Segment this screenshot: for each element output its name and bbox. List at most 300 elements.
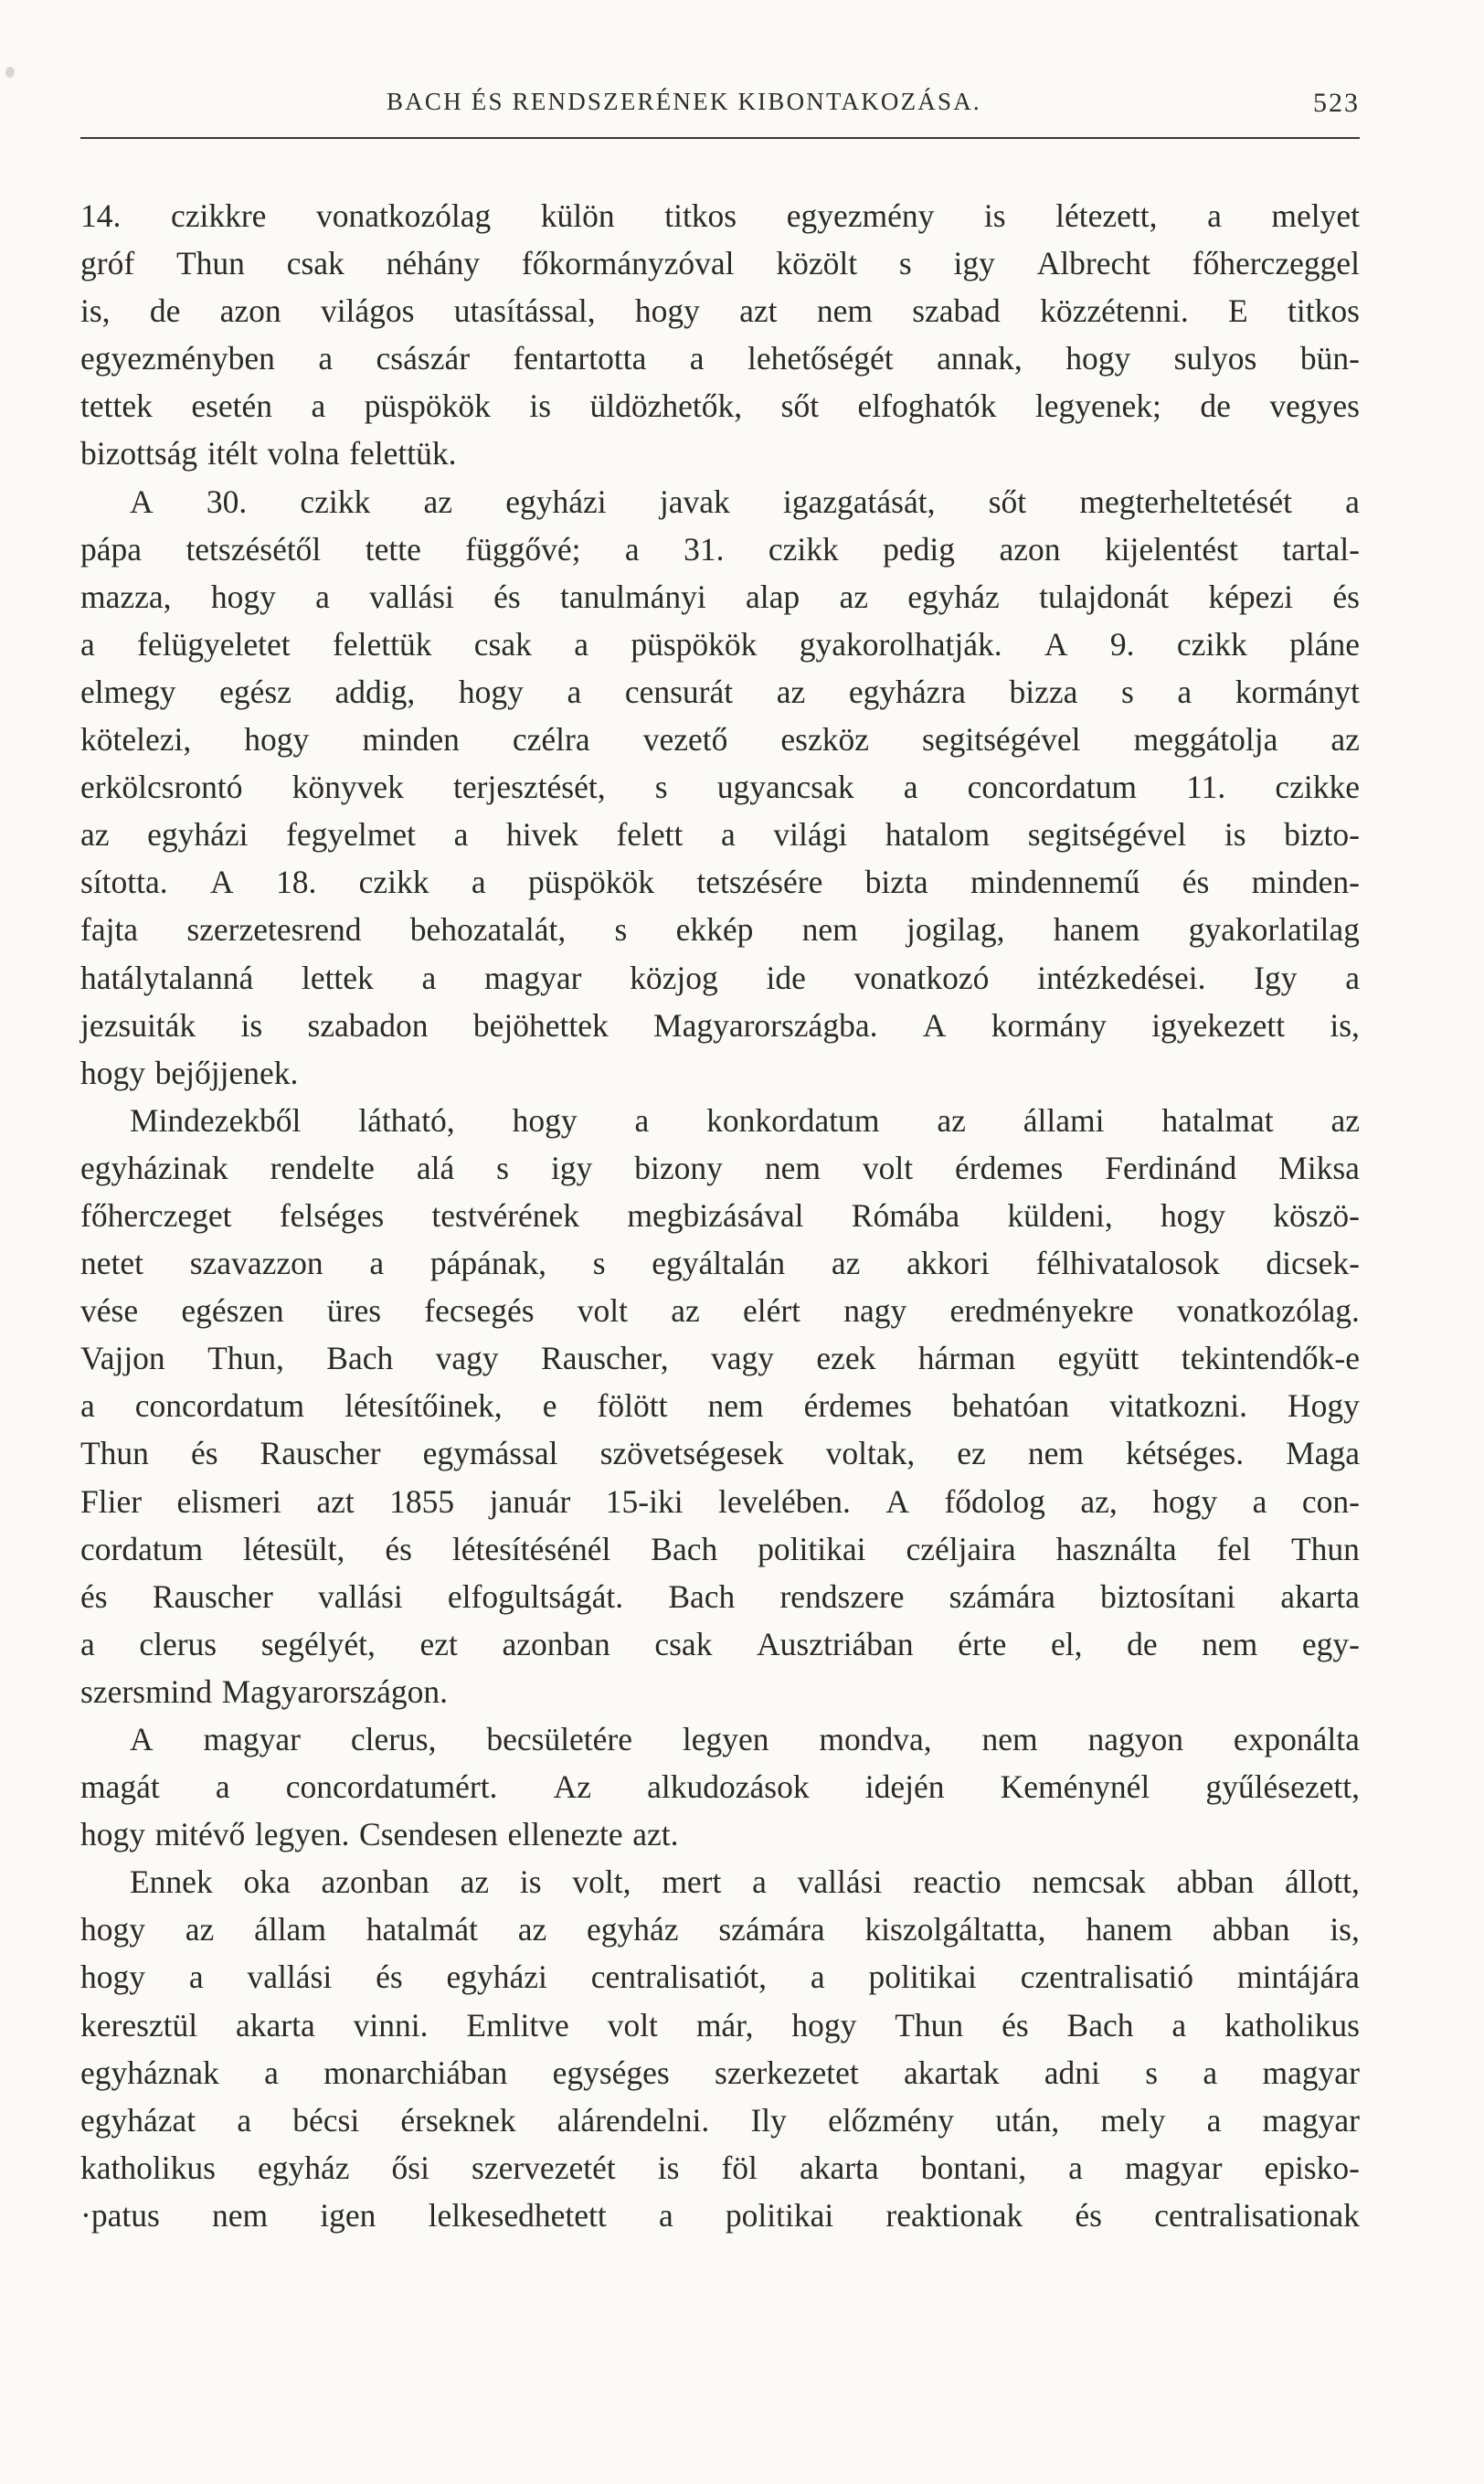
- word: fentartotta: [513, 340, 647, 377]
- word: itélt: [207, 435, 259, 472]
- word: keresztül: [80, 2006, 198, 2043]
- word: gróf: [80, 245, 135, 282]
- word: könyvek: [292, 769, 404, 806]
- word: Bach: [651, 1530, 718, 1567]
- word: Rauscher: [260, 1435, 381, 1472]
- word: létesítőinek,: [344, 1387, 503, 1425]
- text-line: [80, 1715, 1360, 1763]
- word: abban: [1212, 1911, 1290, 1948]
- word: fődolog: [944, 1482, 1045, 1520]
- word: titkos: [1287, 292, 1360, 330]
- page-number: 523: [1313, 88, 1360, 118]
- word: Maga: [1286, 1435, 1360, 1472]
- word: tette: [365, 530, 421, 568]
- word: az: [517, 1911, 547, 1948]
- word: egyház: [907, 578, 1000, 615]
- word: sulyos: [1173, 340, 1257, 377]
- word: felettük: [333, 625, 432, 663]
- word: mondva,: [819, 1721, 932, 1757]
- word: ekkép: [675, 911, 754, 949]
- text-line: [80, 1097, 1360, 1144]
- text-line: [80, 1002, 1360, 1049]
- word: hogy: [1065, 340, 1131, 377]
- word: Magyarországba.: [653, 1006, 878, 1044]
- word: tartal-: [1282, 530, 1360, 568]
- word: elfoghatók: [857, 387, 997, 425]
- word: hogy: [80, 1959, 145, 1996]
- text-line: [80, 287, 1360, 334]
- word: concordatum: [967, 769, 1137, 806]
- word: bizony: [634, 1149, 723, 1186]
- word: vonatkozó: [853, 959, 990, 996]
- text-line: [80, 430, 1360, 477]
- word: reactio: [913, 1863, 1002, 1901]
- word: bejöhettek: [472, 1006, 609, 1044]
- word: megbizásával: [627, 1196, 804, 1234]
- text-line: [80, 1620, 1360, 1668]
- word: de: [1200, 387, 1231, 425]
- word: ide: [766, 959, 806, 996]
- word: A: [130, 1721, 154, 1757]
- word: az: [671, 1292, 700, 1330]
- word: közzétenni.: [1040, 292, 1189, 330]
- word: czélra: [512, 721, 590, 759]
- word: a: [903, 769, 918, 806]
- word: episko-: [1264, 2149, 1360, 2186]
- word: s: [614, 911, 628, 949]
- text-line: [80, 621, 1360, 668]
- word: néhány: [386, 245, 481, 282]
- word: a: [1345, 483, 1360, 520]
- word: ellenezte: [507, 1816, 623, 1853]
- word: a: [1345, 959, 1360, 996]
- word: Thun,: [207, 1340, 284, 1377]
- word: Hogy: [1287, 1387, 1360, 1425]
- word: is,: [1330, 1006, 1360, 1044]
- word: nem: [1202, 1625, 1258, 1662]
- word: Az: [553, 1768, 591, 1806]
- word: fel: [1216, 1530, 1252, 1567]
- word: esetén: [191, 387, 273, 425]
- word: czikke: [1275, 769, 1360, 806]
- word: mely: [1100, 2101, 1166, 2139]
- word: a: [453, 816, 469, 854]
- word: felettük.: [349, 435, 457, 472]
- word: 14.: [80, 197, 122, 234]
- word: hatalmat: [1161, 1101, 1274, 1139]
- word: monarchiában: [323, 2054, 508, 2091]
- word: egymással: [422, 1435, 558, 1472]
- word: állami: [1023, 1101, 1105, 1139]
- word: dicsek-: [1266, 1245, 1360, 1282]
- word: a: [1206, 2101, 1222, 2139]
- word: hogy: [244, 721, 310, 759]
- word: tulajdonát: [1039, 578, 1170, 615]
- word: az: [460, 1863, 490, 1901]
- word: állam: [254, 1911, 326, 1948]
- word: vallási: [797, 1863, 883, 1901]
- word: az: [185, 1911, 215, 1948]
- word: egyházi: [446, 1959, 547, 1996]
- text-line: [80, 1478, 1360, 1525]
- word: Bach: [326, 1340, 394, 1377]
- word: politikai: [725, 2196, 834, 2234]
- word: mazza,: [80, 578, 172, 615]
- text-line: [80, 334, 1360, 382]
- word: sította.: [80, 864, 168, 901]
- word: 9.: [1109, 625, 1135, 663]
- word: akarta: [1280, 1577, 1360, 1615]
- word: lelkesedhetett: [428, 2196, 607, 2234]
- word: Thun: [80, 1435, 149, 1472]
- text-line: [80, 1810, 1360, 1858]
- text-line: [80, 1573, 1360, 1620]
- word: utasítással,: [453, 292, 596, 330]
- word: igen: [320, 2196, 376, 2234]
- text-line: [80, 1287, 1360, 1334]
- word: Ausztriában: [757, 1625, 914, 1662]
- word: gyűlésezett,: [1205, 1768, 1360, 1806]
- word: pedig: [883, 530, 956, 568]
- word: egyházra: [848, 673, 966, 710]
- word: czikk: [768, 530, 839, 568]
- word: hogy: [1152, 1482, 1218, 1520]
- word: az: [1330, 721, 1360, 759]
- word: czikk: [1176, 625, 1247, 663]
- word: az: [831, 1245, 861, 1282]
- word: katholikus: [1224, 2006, 1360, 2043]
- word: a: [1177, 673, 1192, 710]
- text-line: [80, 1905, 1360, 1953]
- word: volt: [607, 2006, 658, 2043]
- word: bécsi: [292, 2101, 360, 2139]
- word: 31.: [684, 530, 725, 568]
- text-line: [80, 668, 1360, 716]
- word: a: [264, 2054, 279, 2091]
- word: s: [592, 1245, 606, 1282]
- word: azt.: [632, 1816, 679, 1853]
- word: elért: [742, 1292, 801, 1330]
- word: külön: [540, 197, 615, 234]
- word: addig,: [334, 673, 416, 710]
- word: és: [376, 1959, 403, 1996]
- word: főherczeget: [80, 1196, 232, 1234]
- word: azonban: [321, 1863, 429, 1901]
- word: császár: [376, 340, 471, 377]
- word: csak: [286, 245, 344, 282]
- word: a: [80, 1625, 95, 1662]
- word: hogy: [1160, 1196, 1225, 1234]
- text-line: [80, 2144, 1360, 2192]
- word: nem: [764, 1149, 821, 1186]
- text-line: [80, 1144, 1360, 1192]
- text-line: [80, 382, 1360, 430]
- word: nagyon: [1087, 1721, 1184, 1757]
- word: csak: [654, 1625, 713, 1662]
- word: vonatkozólag: [315, 197, 492, 234]
- word: az: [80, 816, 110, 854]
- word: fajta: [80, 911, 139, 949]
- word: egy-: [1301, 1625, 1360, 1662]
- word: egyházat: [80, 2101, 196, 2139]
- word: és: [1332, 578, 1360, 615]
- word: akarta: [799, 2149, 879, 2186]
- word: püspökök: [527, 864, 655, 901]
- word: egyáltalán: [652, 1245, 786, 1282]
- word: segitségével: [1027, 816, 1187, 854]
- word: szabad: [912, 292, 1001, 330]
- word: Vajjon: [80, 1340, 165, 1377]
- word: ősi: [391, 2149, 429, 2186]
- word: bizto-: [1284, 816, 1360, 854]
- word: segitségével: [922, 721, 1081, 759]
- word: el,: [1050, 1625, 1083, 1662]
- text-line: [80, 811, 1360, 858]
- word: minden-: [1251, 864, 1360, 901]
- word: czikk: [300, 483, 371, 520]
- word: a: [1068, 2149, 1083, 2186]
- word: Thun: [895, 2006, 964, 2043]
- word: fölött: [597, 1387, 668, 1425]
- word: püspökök: [631, 625, 758, 663]
- word: a: [574, 625, 588, 663]
- word: rendelte: [270, 1149, 375, 1186]
- word: függővé;: [465, 530, 581, 568]
- word: a: [658, 2196, 673, 2234]
- word: szervezetét: [472, 2149, 616, 2186]
- word: a: [237, 2101, 252, 2139]
- word: fegyelmet: [286, 816, 417, 854]
- word: világos: [320, 292, 415, 330]
- word: közjog: [630, 959, 718, 996]
- word: alárendelni.: [556, 2101, 710, 2139]
- word: nagy: [843, 1292, 907, 1330]
- word: egyezmény: [786, 197, 935, 234]
- word: a: [188, 1959, 204, 1996]
- word: vése: [80, 1292, 139, 1330]
- word: hogy: [80, 1054, 145, 1091]
- text-line: [80, 2001, 1360, 2049]
- word: az: [423, 483, 453, 520]
- word: kormányt: [1235, 673, 1360, 710]
- word: oka: [243, 1863, 291, 1901]
- text-line: [80, 954, 1360, 1002]
- word: pápa: [80, 530, 143, 568]
- word: s: [496, 1149, 509, 1186]
- word: politikai: [758, 1530, 866, 1567]
- word: képezi: [1208, 578, 1294, 615]
- word: A: [1044, 625, 1068, 663]
- word: egyházinak: [80, 1149, 228, 1186]
- word: eredményekre: [949, 1292, 1134, 1330]
- word: nem: [816, 292, 873, 330]
- word: sőt: [780, 387, 820, 425]
- word: testvérének: [431, 1196, 580, 1234]
- word: egyház: [257, 2149, 350, 2186]
- word: egyházi: [147, 816, 249, 854]
- word: és: [493, 578, 521, 615]
- word: Rauscher,: [541, 1340, 669, 1377]
- text-line: [80, 858, 1360, 906]
- word: főherczeggel: [1192, 245, 1360, 282]
- word: jezsuiták: [80, 1006, 196, 1044]
- word: Thun: [175, 245, 245, 282]
- word: mintájára: [1236, 1959, 1360, 1996]
- word: magyar: [1262, 2054, 1360, 2091]
- word: mert: [662, 1863, 722, 1901]
- word: fecsegés: [424, 1292, 535, 1330]
- text-line: [80, 1858, 1360, 1905]
- word: volt,: [572, 1863, 631, 1901]
- word: 1855: [389, 1482, 455, 1520]
- word: akarta: [236, 2006, 315, 2043]
- word: hogy: [458, 673, 524, 710]
- header-rule: [80, 137, 1360, 139]
- word: vallási: [318, 1577, 403, 1615]
- word: szabadon: [307, 1006, 429, 1044]
- text-line: [80, 192, 1360, 239]
- word: vagy: [435, 1340, 499, 1377]
- word: azonban: [502, 1625, 610, 1662]
- word: bizta: [864, 864, 928, 901]
- word: bejőjjenek.: [154, 1054, 299, 1091]
- word: is: [983, 197, 1006, 234]
- word: is: [529, 387, 552, 425]
- word: gyakorolhatják.: [799, 625, 1002, 663]
- word: elfogultságát.: [447, 1577, 624, 1615]
- text-line: [80, 1429, 1360, 1477]
- word: is: [519, 1863, 542, 1901]
- word: szövetségesek: [599, 1435, 784, 1472]
- text-line: [80, 906, 1360, 953]
- word: nem: [981, 1721, 1038, 1757]
- word: alkudozások: [647, 1768, 810, 1806]
- word: 11.: [1186, 769, 1226, 806]
- word: de: [149, 292, 181, 330]
- word: exponálta: [1233, 1721, 1360, 1757]
- word: clerus: [139, 1625, 217, 1662]
- word: lehetőségét: [747, 340, 894, 377]
- word: bizottság: [80, 435, 198, 472]
- word: 18.: [275, 864, 317, 901]
- word: azon: [999, 530, 1061, 568]
- word: igy: [550, 1149, 593, 1186]
- word: a: [634, 1101, 650, 1139]
- word: A: [922, 1006, 947, 1044]
- word: concordatumért.: [285, 1768, 498, 1806]
- body-text: [80, 192, 1360, 2239]
- word: magyar: [203, 1721, 301, 1757]
- word: vegyes: [1269, 387, 1360, 425]
- word: A: [885, 1482, 910, 1520]
- word: hogy: [80, 1911, 145, 1948]
- word: vitatkozni.: [1109, 1387, 1247, 1425]
- word: azt: [316, 1482, 355, 1520]
- word: és: [1182, 864, 1210, 901]
- text-line: [80, 478, 1360, 525]
- word: után,: [995, 2101, 1060, 2139]
- word: létesítésénél: [451, 1530, 611, 1567]
- word: volt: [577, 1292, 628, 1330]
- word: a: [311, 387, 326, 425]
- word: azon: [219, 292, 281, 330]
- word: kötelezi,: [80, 721, 192, 759]
- word: Thun: [1290, 1530, 1360, 1567]
- word: az: [1330, 1101, 1360, 1139]
- word: ugyancsak: [716, 769, 854, 806]
- word: igazgatását,: [782, 483, 936, 520]
- word: is,: [80, 292, 111, 330]
- word: legyenek;: [1034, 387, 1161, 425]
- word: felséges: [279, 1196, 385, 1234]
- word: ezek: [816, 1340, 876, 1377]
- word: annak,: [937, 340, 1023, 377]
- text-line: [80, 1525, 1360, 1573]
- text-line: [80, 1668, 1360, 1715]
- text-line: [80, 2192, 1360, 2239]
- word: Igy: [1254, 959, 1298, 996]
- word: és: [385, 1530, 412, 1567]
- word: látható,: [358, 1101, 455, 1139]
- word: felügyeletet: [137, 625, 291, 663]
- word: tanulmányi: [560, 578, 706, 615]
- word: adni: [1044, 2054, 1100, 2091]
- text-line: [80, 1049, 1360, 1097]
- word: főkormányzóval: [521, 245, 735, 282]
- word: nem: [801, 911, 858, 949]
- word: A: [209, 864, 234, 901]
- word: pápának,: [429, 1245, 546, 1282]
- word: hogy: [634, 292, 700, 330]
- word: is: [657, 2149, 680, 2186]
- word: titkos: [664, 197, 737, 234]
- word: alap: [746, 578, 800, 615]
- word: Ily: [750, 2101, 787, 2139]
- word: előzmény: [828, 2101, 955, 2139]
- word: meggátolja: [1133, 721, 1278, 759]
- word: egyháznak: [80, 2054, 219, 2091]
- word: hatálytalanná: [80, 959, 254, 996]
- word: sőt: [988, 483, 1027, 520]
- word: a: [567, 673, 582, 710]
- word: a: [1207, 197, 1222, 234]
- word: terjesztését,: [453, 769, 606, 806]
- word: a: [752, 1863, 767, 1901]
- word: mitévő: [154, 1816, 246, 1853]
- word: egészen: [181, 1292, 284, 1330]
- word: magyar: [1262, 2101, 1360, 2139]
- word: s: [654, 769, 668, 806]
- word: behatóan: [951, 1387, 1070, 1425]
- word: a: [1203, 2054, 1218, 2091]
- word: vagy: [710, 1340, 774, 1377]
- word: a: [80, 625, 95, 663]
- word: jogilag,: [906, 911, 1005, 949]
- word: egyezményben: [80, 340, 275, 377]
- word: küldeni,: [1007, 1196, 1113, 1234]
- word: Miksa: [1278, 1149, 1360, 1186]
- text-line: [80, 1953, 1360, 2001]
- word: egyházi: [505, 483, 607, 520]
- word: Csendesen: [359, 1816, 498, 1853]
- word: és: [190, 1435, 218, 1472]
- word: Emlitve: [466, 2006, 569, 2043]
- word: vonatkozólag.: [1176, 1292, 1360, 1330]
- word: egész: [219, 673, 292, 710]
- word: a: [1171, 2006, 1187, 2043]
- word: intézkedései.: [1037, 959, 1206, 996]
- word: az: [839, 578, 868, 615]
